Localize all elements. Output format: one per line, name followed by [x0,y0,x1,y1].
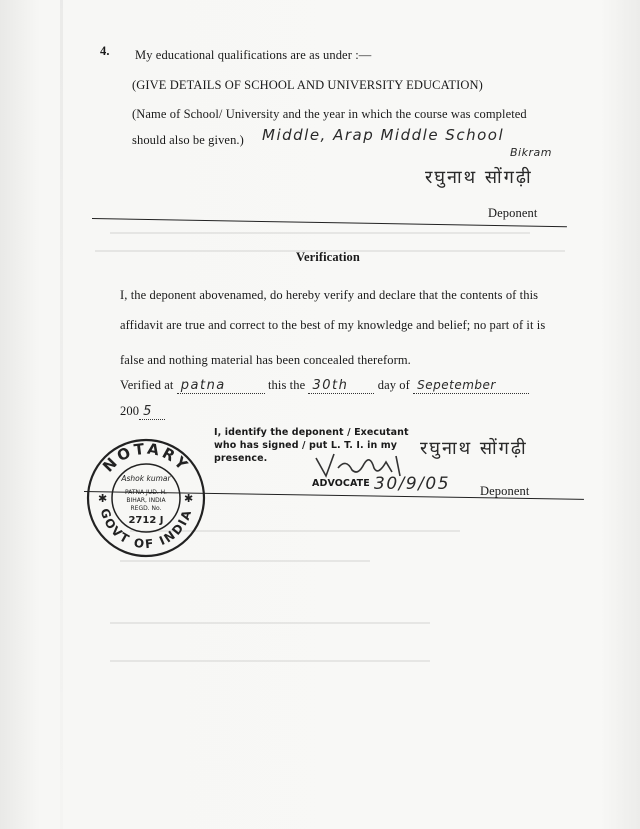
verified-at-label: Verified at [120,378,174,392]
verification-heading: Verification [296,250,360,264]
page-crease [60,0,63,829]
stamp-name: Ashok kumar [121,474,171,483]
notary-identify-line: I, identify the deponent / Executant [214,427,409,438]
advocate-date: 30/9/05 [374,474,451,494]
handwritten-month-value: Sepetember [417,378,496,392]
deponent-label: Deponent [488,206,538,220]
stamp-top-text: NOTARY [99,439,194,476]
stamp-bottom-text: GOVT OF INDIA [97,506,195,552]
verification-paragraph-line: affidavit are true and correct to the best of my knowledge and belief; no part of it is [120,318,546,332]
deponent-signature: रघुनाथ सोंगढ़ी [425,167,533,188]
stamp-regd-number: 2712 J [128,515,164,526]
handwritten-year-value: 5 [143,404,153,419]
bleed-through-line [110,660,430,662]
year-prefix: 200 [120,404,140,418]
verification-paragraph-line: false and nothing material has been concealed thereform. [120,353,411,367]
instruction-line: should also be given.) [132,133,244,147]
day-blank [308,378,374,394]
month-blank [413,378,529,394]
this-the-label: this the [267,378,306,392]
bleed-through-line [110,232,530,234]
star-icon: ✱ [184,492,194,505]
verified-at-line [120,378,529,394]
star-icon: ✱ [98,492,108,505]
notary-identify-line: who has signed / put L. T. I. in my [214,440,398,451]
qualifications-line: My educational qualifications are as under :— [135,48,372,62]
second-deponent-label: Deponent [480,484,530,498]
handwritten-place: Bikram [510,146,552,159]
place-blank [177,378,265,394]
second-deponent-signature: रघुनाथ सोंगढ़ी [420,438,528,459]
handwritten-place-value: patna [180,378,226,393]
verification-paragraph-line: I, the deponent abovenamed, do hereby verify and declare that the contents of this [120,288,539,302]
instruction-line: (Name of School/ University and the year in which the course was completed [132,107,527,121]
notary-identify-line: presence. [214,453,268,464]
bleed-through-line [110,622,430,624]
notary-stamp [84,436,208,560]
advocate-label: ADVOCATE [312,478,370,489]
year-line [120,404,165,420]
instruction-line: (GIVE DETAILS OF SCHOOL AND UNIVERSITY EDUCATION) [132,78,483,92]
handwritten-school-answer: Middle, Arap Middle School [262,126,505,144]
stamp-regd-label: REGD. No. [130,505,162,512]
year-blank [139,404,165,420]
bleed-through-line [120,560,370,562]
handwritten-day-value: 30th [312,378,349,393]
item-number: 4. [100,44,110,58]
stamp-state: BIHAR, INDIA [126,497,166,504]
day-of-label: day of [377,378,410,392]
stamp-place: PATNA JUD. H. [125,489,167,496]
